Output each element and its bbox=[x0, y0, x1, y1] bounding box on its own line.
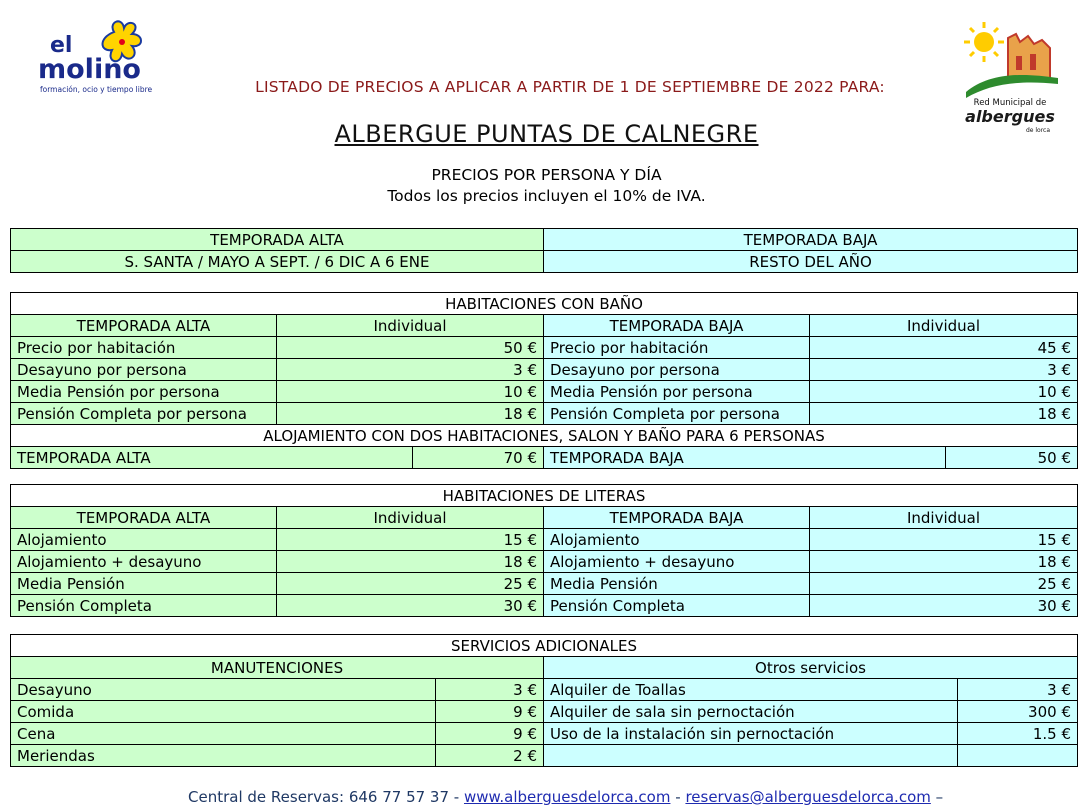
price-cell: 3 € bbox=[436, 679, 544, 701]
row-label: Meriendas bbox=[11, 745, 436, 767]
svg-text:el: el bbox=[50, 33, 73, 58]
footer-dash: – bbox=[935, 788, 944, 806]
row-label: Pensión Completa bbox=[544, 595, 810, 617]
table-row bbox=[11, 595, 1078, 617]
bano-alta-individual: Individual bbox=[277, 315, 544, 337]
literas-alta-header: TEMPORADA ALTA bbox=[11, 507, 277, 529]
price-cell: 300 € bbox=[958, 701, 1078, 723]
price-cell: 18 € bbox=[277, 551, 544, 573]
row-label bbox=[544, 745, 958, 767]
price-cell: 50 € bbox=[277, 337, 544, 359]
row-label: Pensión Completa por persona bbox=[11, 403, 277, 425]
price-cell: 15 € bbox=[277, 529, 544, 551]
price-cell: 9 € bbox=[436, 723, 544, 745]
svg-text:formación, ocio y tiempo libre: formación, ocio y tiempo libre bbox=[40, 85, 153, 94]
bano-baja-individual: Individual bbox=[810, 315, 1078, 337]
servicios-adicionales-table bbox=[10, 634, 1078, 767]
svg-text:Red Municipal de: Red Municipal de bbox=[973, 98, 1047, 108]
central-reservas-label: Central de Reservas: bbox=[188, 788, 345, 806]
temporada-baja-header: TEMPORADA BAJA bbox=[544, 229, 1078, 251]
literas-section-title: HABITACIONES DE LITERAS bbox=[11, 485, 1078, 507]
table-row bbox=[11, 359, 1078, 381]
aloj-baja-value: 50 € bbox=[946, 447, 1078, 469]
price-cell: 9 € bbox=[436, 701, 544, 723]
price-cell: 1.5 € bbox=[958, 723, 1078, 745]
albergue-title: ALBERGUE PUNTAS DE CALNEGRE bbox=[334, 120, 759, 148]
row-label: Desayuno bbox=[11, 679, 436, 701]
price-cell: 3 € bbox=[958, 679, 1078, 701]
price-cell bbox=[958, 745, 1078, 767]
price-cell: 45 € bbox=[810, 337, 1078, 359]
price-cell: 10 € bbox=[277, 381, 544, 403]
bano-baja-header: TEMPORADA BAJA bbox=[544, 315, 810, 337]
price-cell: 2 € bbox=[436, 745, 544, 767]
price-cell: 30 € bbox=[810, 595, 1078, 617]
row-label: Uso de la instalación sin pernoctación bbox=[544, 723, 958, 745]
otros-servicios-header: Otros servicios bbox=[544, 657, 1078, 679]
literas-alta-individual: Individual bbox=[277, 507, 544, 529]
row-label: Precio por habitación bbox=[544, 337, 810, 359]
price-cell: 30 € bbox=[277, 595, 544, 617]
price-cell: 15 € bbox=[810, 529, 1078, 551]
row-label: Precio por habitación bbox=[11, 337, 277, 359]
table-row bbox=[11, 529, 1078, 551]
aloj-baja-label: TEMPORADA BAJA bbox=[544, 447, 946, 469]
row-label: Desayuno por persona bbox=[11, 359, 277, 381]
listado-heading: LISTADO DE PRECIOS A APLICAR A PARTIR DE 1 DE SEPTIEMBRE DE 2022 PARA: bbox=[255, 78, 885, 96]
iva-note: Todos los precios incluyen el 10% de IVA. bbox=[387, 187, 706, 205]
table-row bbox=[11, 551, 1078, 573]
price-cell: 25 € bbox=[277, 573, 544, 595]
table-row bbox=[11, 701, 1078, 723]
literas-baja-individual: Individual bbox=[810, 507, 1078, 529]
temporada-baja-dates: RESTO DEL AÑO bbox=[544, 251, 1078, 273]
svg-text:de lorca: de lorca bbox=[1025, 127, 1051, 134]
bano-section-title: HABITACIONES CON BAÑO bbox=[11, 293, 1078, 315]
row-label: Alojamiento + desayuno bbox=[11, 551, 277, 573]
precios-subtitle: PRECIOS POR PERSONA Y DÍA bbox=[431, 166, 662, 184]
table-row bbox=[11, 745, 1078, 767]
aloj-alta-value: 70 € bbox=[413, 447, 544, 469]
servicios-section-title: SERVICIOS ADICIONALES bbox=[11, 635, 1078, 657]
temporada-alta-dates: S. SANTA / MAYO A SEPT. / 6 DIC A 6 ENE bbox=[11, 251, 544, 273]
literas-baja-header: TEMPORADA BAJA bbox=[544, 507, 810, 529]
temporada-alta-header: TEMPORADA ALTA bbox=[11, 229, 544, 251]
row-label: Media Pensión bbox=[544, 573, 810, 595]
table-row bbox=[11, 403, 1078, 425]
row-label: Alquiler de Toallas bbox=[544, 679, 958, 701]
website-link[interactable]: www.alberguesdelorca.com bbox=[463, 788, 671, 806]
row-label: Media Pensión bbox=[11, 573, 277, 595]
habitaciones-literas-table bbox=[10, 484, 1078, 617]
email-link[interactable]: reservas@alberguesdelorca.com bbox=[685, 788, 931, 806]
phone-number: 646 77 57 37 - bbox=[348, 788, 460, 806]
row-label: Pensión Completa por persona bbox=[544, 403, 810, 425]
price-cell: 25 € bbox=[810, 573, 1078, 595]
bano-alta-header: TEMPORADA ALTA bbox=[11, 315, 277, 337]
table-row bbox=[11, 573, 1078, 595]
row-label: Pensión Completa bbox=[11, 595, 277, 617]
table-row bbox=[11, 679, 1078, 701]
footer-separator: - bbox=[675, 788, 681, 806]
price-cell: 3 € bbox=[810, 359, 1078, 381]
price-cell: 3 € bbox=[277, 359, 544, 381]
temporadas-table bbox=[10, 228, 1078, 273]
table-row bbox=[11, 381, 1078, 403]
row-label: Alojamiento bbox=[11, 529, 277, 551]
price-cell: 18 € bbox=[810, 403, 1078, 425]
price-cell: 18 € bbox=[277, 403, 544, 425]
svg-text:molino: molino bbox=[38, 54, 141, 85]
table-row bbox=[11, 337, 1078, 359]
row-label: Cena bbox=[11, 723, 436, 745]
habitaciones-bano-table bbox=[10, 292, 1078, 469]
table-row bbox=[11, 723, 1078, 745]
manutenciones-header: MANUTENCIONES bbox=[11, 657, 544, 679]
price-cell: 10 € bbox=[810, 381, 1078, 403]
row-label: Comida bbox=[11, 701, 436, 723]
alojamiento-title: ALOJAMIENTO CON DOS HABITACIONES, SALON Y BAÑO PARA 6 PERSONAS bbox=[11, 425, 1078, 447]
row-label: Media Pensión por persona bbox=[544, 381, 810, 403]
footer-contact bbox=[188, 788, 943, 806]
row-label: Alojamiento + desayuno bbox=[544, 551, 810, 573]
row-label: Media Pensión por persona bbox=[11, 381, 277, 403]
svg-text:albergues: albergues bbox=[965, 107, 1055, 126]
row-label: Alquiler de sala sin pernoctación bbox=[544, 701, 958, 723]
price-cell: 18 € bbox=[810, 551, 1078, 573]
aloj-alta-label: TEMPORADA ALTA bbox=[11, 447, 413, 469]
row-label: Desayuno por persona bbox=[544, 359, 810, 381]
row-label: Alojamiento bbox=[544, 529, 810, 551]
